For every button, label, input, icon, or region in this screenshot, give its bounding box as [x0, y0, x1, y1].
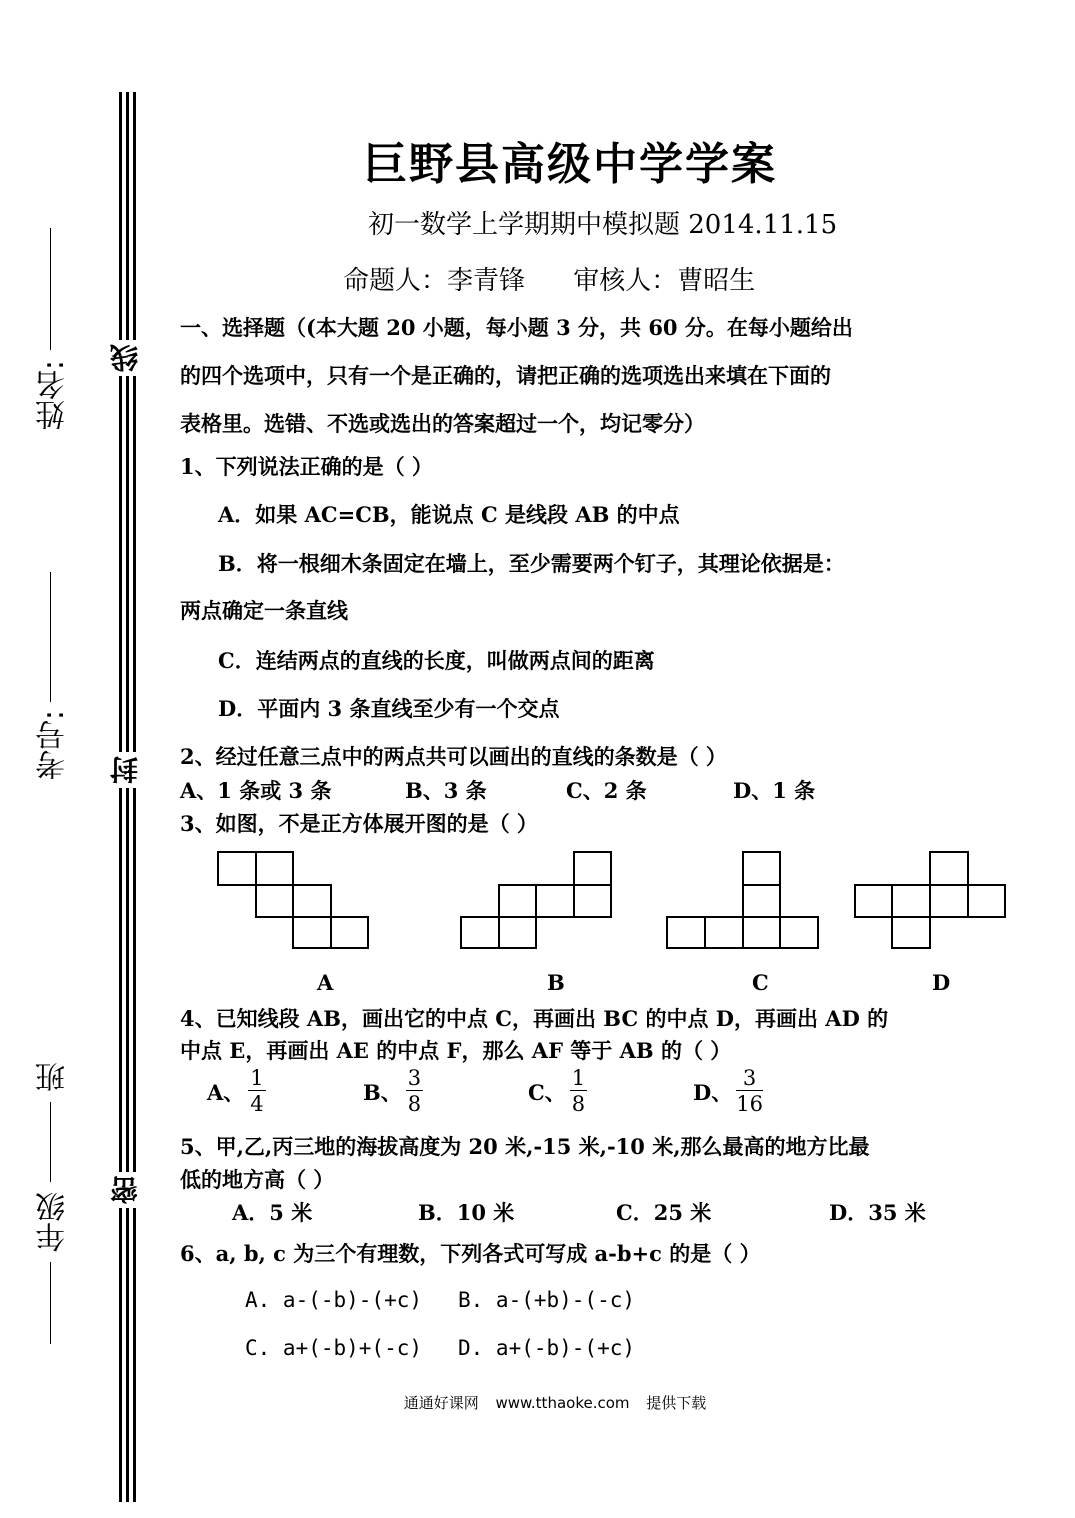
page-title: 巨野县高级中学学案: [363, 139, 777, 190]
q5-line1: 5、甲,乙,丙三地的海拔高度为 20 米,-15 米,-10 米,那么最高的地方比最: [180, 1134, 870, 1159]
q6-option-d: D. a+(-b)-(+c): [458, 1336, 636, 1360]
section-heading-line: 表格里。选错、不选或选出的答案超过一个，均记零分）: [180, 411, 705, 436]
q1-option-b-cont: 两点确定一条直线: [180, 598, 348, 623]
name-label: 姓名:: [36, 360, 71, 431]
binding-marker-mi: 密: [108, 1172, 144, 1208]
q2-option-d: D、1 条: [733, 778, 816, 803]
binding-line: [119, 92, 122, 1502]
q4-line1: 4、已知线段 AB，画出它的中点 C，再画出 BC 的中点 D，再画出 AD 的: [180, 1006, 889, 1031]
q4-line2: 中点 E，再画出 AE 的中点 F，那么 AF 等于 AB 的（ ）: [180, 1038, 732, 1063]
footer-site: 通通好课网: [403, 1394, 479, 1412]
q4-option-b: B、 $\frac{3}{8}$: [363, 1066, 422, 1116]
exam-number-label: 考号:: [36, 710, 71, 781]
binding-line: [133, 92, 136, 1502]
cube-net-b: [461, 852, 611, 948]
q3-stem: 3、如图，不是正方体展开图的是（ ）: [180, 811, 538, 836]
q5-option-b: B．10 米: [418, 1200, 515, 1225]
q2-option-c: C、2 条: [566, 778, 647, 803]
cube-net-a: [218, 852, 368, 948]
q1-option-d: D．平面内 3 条直线至少有一个交点: [218, 696, 560, 721]
q5-line2: 低的地方高（ ）: [180, 1167, 335, 1192]
q4-option-c: C、 $\frac{1}{8}$: [528, 1066, 586, 1116]
binding-marker-feng: 封: [108, 752, 144, 788]
class-blank: [50, 1102, 51, 1182]
q5-option-a: A．5 米: [232, 1200, 313, 1225]
net-label-c: C: [752, 970, 769, 995]
setter: 命题人：李青锋: [343, 266, 526, 296]
q1-stem: 1、下列说法正确的是（ ）: [180, 454, 433, 479]
q2-stem: 2、经过任意三点中的两点共可以画出的直线的条数是（ ）: [180, 744, 727, 769]
q6-option-b: B. a-(+b)-(-c): [458, 1288, 636, 1312]
q5-option-d: D．35 米: [829, 1200, 926, 1225]
section-heading-line: 的四个选项中，只有一个是正确的，请把正确的选项选出来填在下面的: [180, 363, 831, 388]
q1-option-a: A．如果 AC=CB，能说点 C 是线段 AB 的中点: [218, 502, 680, 527]
name-blank: [50, 228, 51, 350]
binding-marker-xian: 线: [108, 340, 144, 376]
net-label-b: B: [547, 970, 565, 995]
binding-line: [126, 92, 129, 1502]
fraction: $\frac{1}{4}$: [250, 1066, 264, 1116]
q4-option-a: A、 $\frac{1}{4}$: [207, 1066, 264, 1116]
net-label-a: A: [317, 970, 334, 995]
cube-net-d: [855, 852, 1005, 948]
grade-blank: [50, 1262, 51, 1344]
q2-option-b: B、3 条: [405, 778, 487, 803]
section-heading-line: 一、选择题（(本大题 20 小题，每小题 3 分，共 60 分。在每小题给出: [180, 315, 853, 340]
page-footer: [0, 1392, 1075, 1413]
q1-option-b: B．将一根细木条固定在墙上，至少需要两个钉子，其理论依据是：: [218, 551, 845, 576]
fraction: $\frac{1}{8}$: [571, 1066, 586, 1116]
q6-stem: 6、a, b, c 为三个有理数，下列各式可写成 a-b+c 的是（ ）: [180, 1241, 761, 1266]
q1-option-c: C．连结两点的直线的长度，叫做两点间的距离: [218, 648, 655, 673]
footer-url[interactable]: www.tthaoke.com: [495, 1394, 630, 1412]
cube-net-c: [667, 852, 818, 948]
fraction: $\frac{3}{8}$: [407, 1066, 422, 1116]
authors: [343, 260, 795, 297]
reviewer: 审核人：曹昭生: [573, 266, 756, 296]
exam-subtitle: 初一数学上学期期中模拟题 2014.11.15: [368, 210, 838, 240]
fraction: $\frac{3}{16}$: [736, 1066, 763, 1116]
grade-label: 年级: [36, 1192, 71, 1252]
class-label: 班: [36, 1062, 71, 1092]
exam-number-blank: [50, 572, 51, 702]
q2-option-a: A、1 条或 3 条: [180, 778, 332, 803]
net-label-d: D: [932, 970, 951, 995]
q4-option-d: D、 $\frac{3}{16}$: [693, 1066, 763, 1116]
q5-option-c: C．25 米: [616, 1200, 712, 1225]
footer-note: 提供下载: [646, 1394, 707, 1412]
cube-nets-figure: [200, 845, 1020, 960]
q6-option-a: A. a-(-b)-(+c): [245, 1288, 423, 1312]
q6-option-c: C. a+(-b)+(-c): [245, 1336, 423, 1360]
